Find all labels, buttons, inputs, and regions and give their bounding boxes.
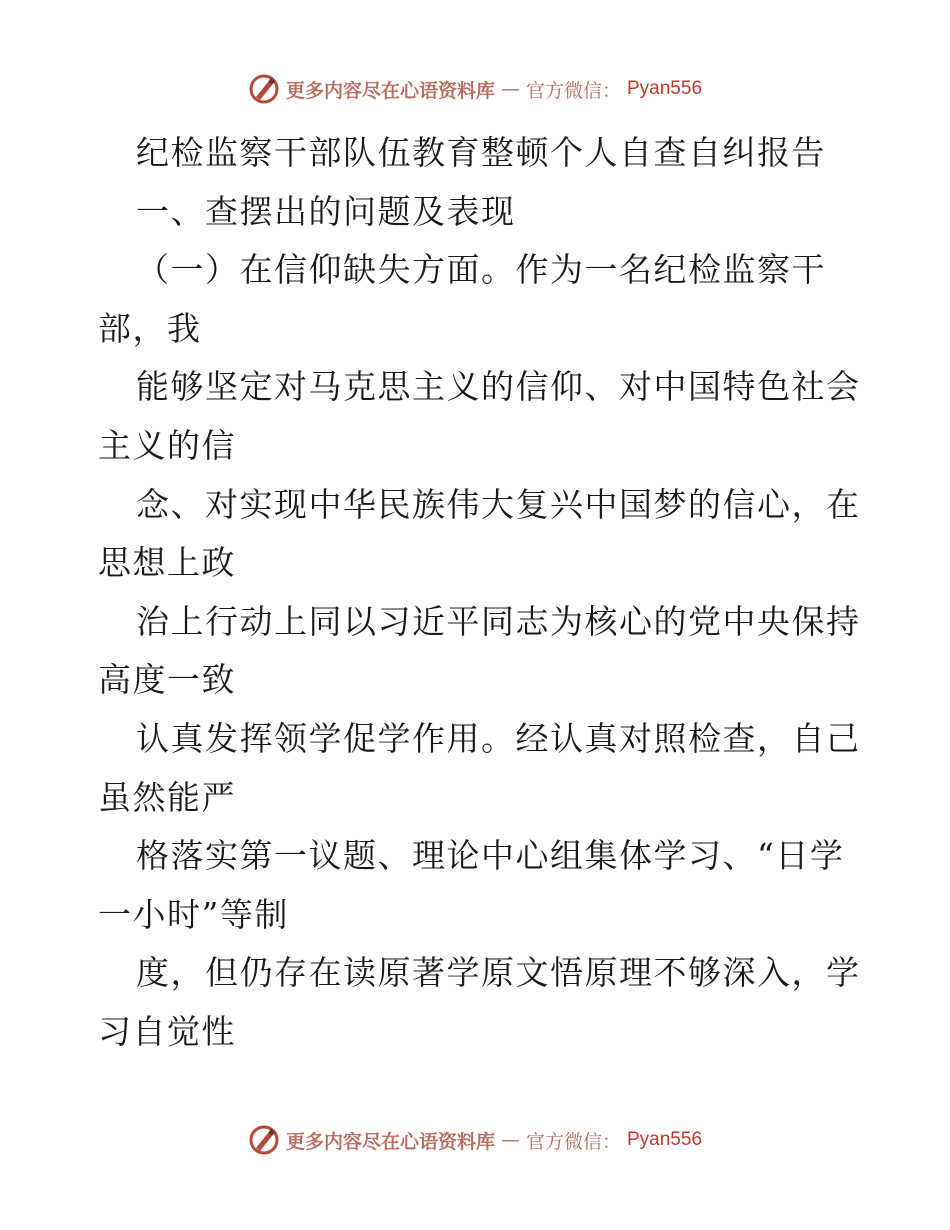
- document-title: 纪检监察干部队伍教育整顿个人自查自纠报告: [136, 133, 826, 172]
- paragraph-line: 念、对实现中华民族伟大复兴中国梦的信心，在: [136, 484, 861, 524]
- paragraph-line: 部，我: [98, 308, 202, 348]
- watermark-wechat-id: Pyan556: [627, 78, 703, 99]
- section-heading: 一、查摆出的问题及表现: [136, 191, 516, 231]
- paragraph-line: 格落实第一议题、理论中心组集体学习、“日学: [136, 836, 845, 876]
- paragraph-line: 高度一致: [98, 660, 236, 700]
- paragraph-line: 虽然能严: [98, 777, 236, 817]
- paragraph-line: 思想上政: [98, 543, 236, 583]
- watermark-dash: —: [500, 78, 520, 100]
- header-watermark: [0, 73, 950, 105]
- paragraph-line: （一）在信仰缺失方面。作为一名纪检监察干: [136, 250, 826, 290]
- paragraph-line: 一小时”等制: [98, 894, 289, 934]
- paragraph-line: 度，但仍存在读原著学原文悟原理不够深入，学: [136, 953, 861, 993]
- paragraph-line: 主义的信: [98, 425, 236, 465]
- watermark-label: 官方微信：: [525, 79, 621, 102]
- document-body: [98, 124, 861, 1062]
- watermark-dash: —: [500, 1129, 520, 1151]
- footer-watermark: [0, 1124, 950, 1156]
- watermark-main-text: 更多内容尽在心语资料库: [285, 1130, 495, 1153]
- paragraph-line: 能够坚定对马克思主义的信仰、对中国特色社会: [136, 367, 861, 407]
- watermark-label: 官方微信：: [525, 1130, 621, 1153]
- watermark-wechat-id: Pyan556: [627, 1129, 703, 1150]
- paragraph-line: 习自觉性: [98, 1011, 236, 1051]
- pen-circle-logo-icon: [248, 1124, 280, 1156]
- paragraph-line: 治上行动上同以习近平同志为核心的党中央保持: [136, 601, 861, 641]
- watermark-main-text: 更多内容尽在心语资料库: [285, 79, 495, 102]
- paragraph-line: 认真发挥领学促学作用。经认真对照检查，自己: [136, 718, 861, 758]
- pen-circle-logo-icon: [248, 73, 280, 105]
